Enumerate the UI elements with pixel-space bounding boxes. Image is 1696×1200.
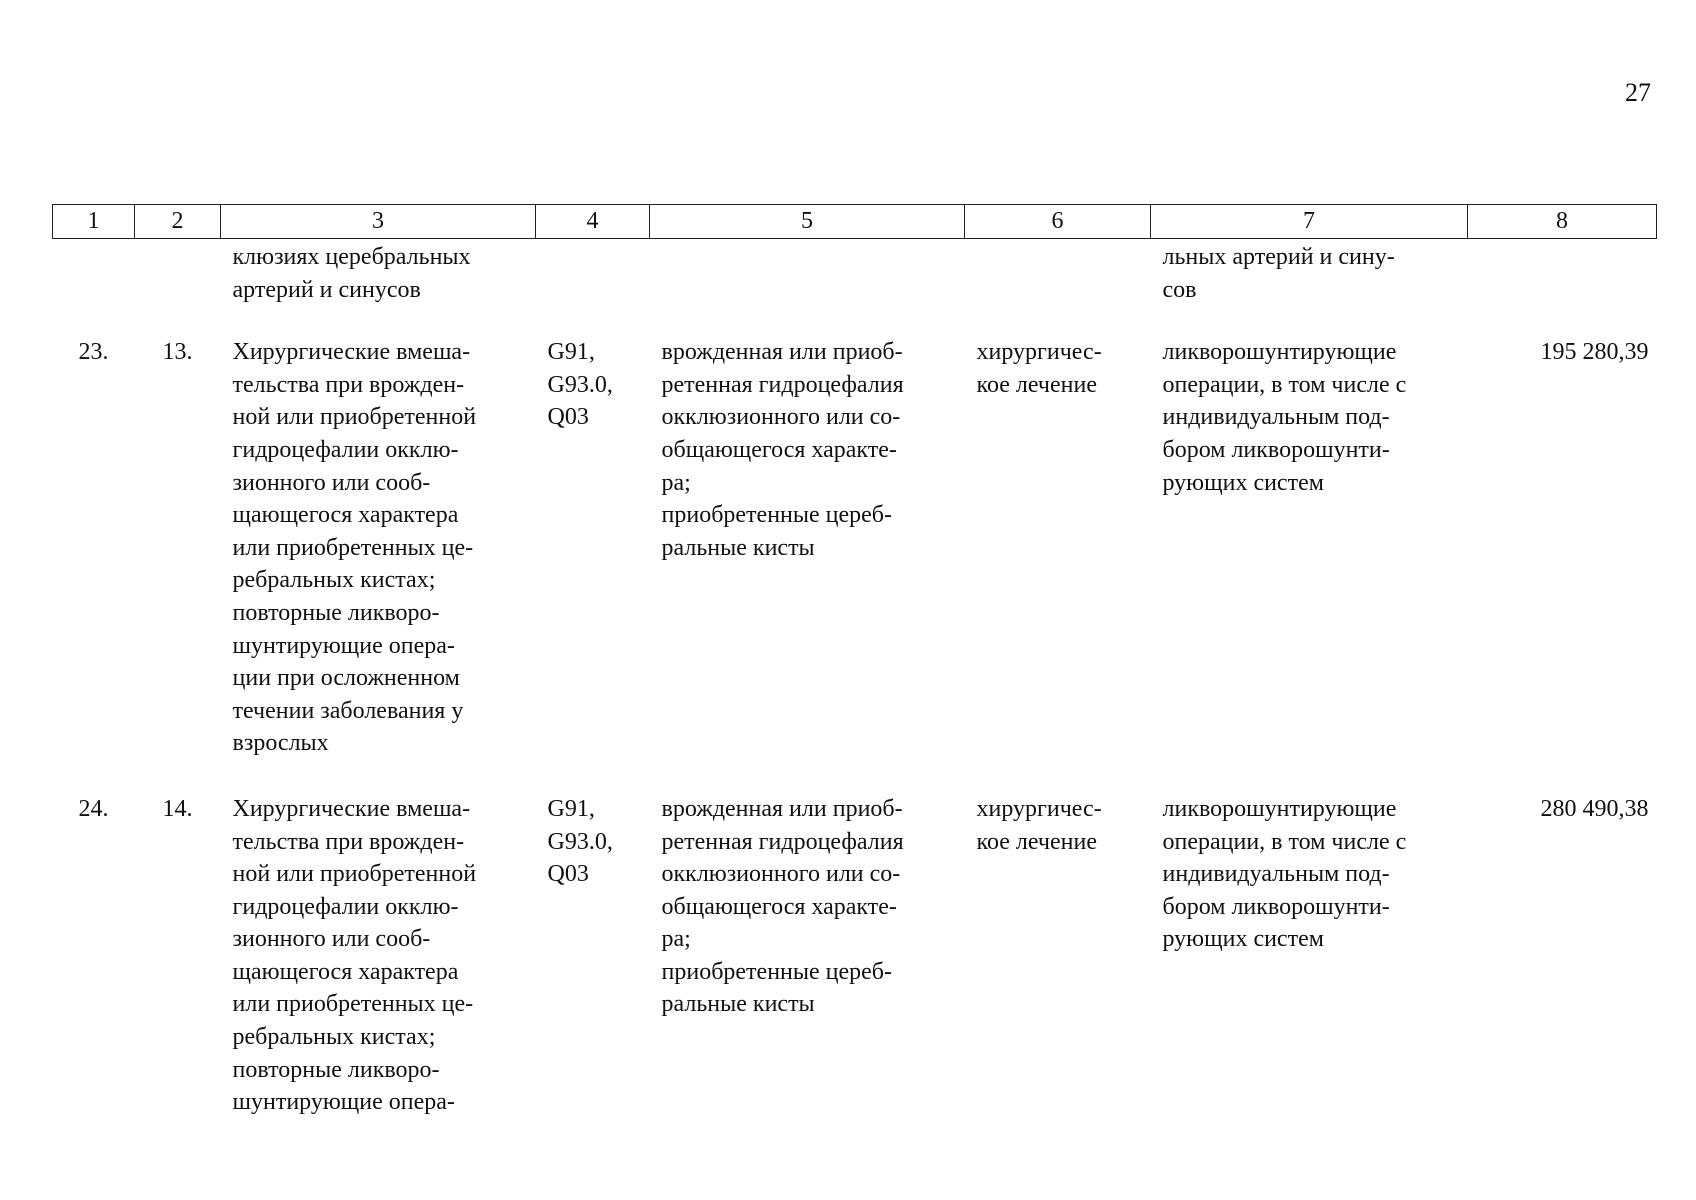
text-line: ликворошунтирующие — [1162, 795, 1397, 822]
text-line: взрослых — [232, 730, 329, 757]
row-description — [221, 336, 536, 793]
text-line: приобретенные цереб- — [661, 502, 893, 529]
text-line: течении заболевания у — [232, 697, 464, 724]
text-line: операции, в том числе с — [1162, 828, 1407, 855]
text-line: бором ликворошунти- — [1162, 436, 1390, 463]
row-treatment-type — [965, 336, 1151, 793]
text-line: Q03 — [547, 404, 589, 431]
text-line: индивидуальным под- — [1162, 404, 1390, 431]
text-line: или приобретенных це- — [232, 991, 474, 1018]
text-line: хирургичес- — [976, 795, 1102, 822]
row-treatment-type — [965, 793, 1151, 1152]
text-line: G93.0, — [547, 828, 613, 855]
text-line: общающегося характе- — [661, 436, 897, 463]
text-line: повторные ликворо- — [232, 599, 440, 626]
row-number: 23. — [78, 339, 109, 366]
text-line: клюзиях церебральных — [232, 244, 471, 270]
header-col-8: 8 — [1468, 205, 1657, 239]
row-diagnosis-codes — [536, 336, 650, 793]
text-line: льных артерий и сину- — [1162, 244, 1395, 270]
text-line: приобретенные цереб- — [661, 958, 893, 985]
text-line: общающегося характе- — [661, 893, 897, 920]
continuation-description — [221, 239, 536, 337]
text-line: кое лечение — [976, 828, 1097, 855]
text-line: Хирургические вмеша- — [232, 339, 471, 366]
text-line: ции при осложненном — [232, 665, 460, 692]
text-line: рующих систем — [1162, 469, 1324, 496]
table-row-24 — [53, 793, 1657, 1152]
text-line: артерий и синусов — [232, 276, 421, 303]
row-sub-number: 14. — [162, 795, 193, 822]
text-line: рующих систем — [1162, 926, 1324, 953]
text-line: тельства при врожден- — [232, 371, 465, 398]
text-line: тельства при врожден- — [232, 828, 465, 855]
text-line: кое лечение — [976, 371, 1097, 398]
header-col-6: 6 — [965, 205, 1151, 239]
row-diagnosis — [650, 793, 965, 1152]
text-line: сов — [1162, 276, 1197, 303]
text-line: врожденная или приоб- — [661, 339, 903, 366]
text-line: окклюзионного или со- — [661, 861, 901, 888]
text-line: зионного или сооб- — [232, 469, 431, 496]
text-line: Хирургические вмеша- — [232, 795, 471, 822]
text-line: щающегося характера — [232, 958, 459, 985]
text-line: G93.0, — [547, 371, 613, 398]
text-line: ретенная гидроцефалия — [661, 828, 904, 855]
row-price: 280 490,38 — [1540, 795, 1649, 822]
text-line: бором ликворошунти- — [1162, 893, 1390, 920]
text-line: ребральных кистах; — [232, 567, 436, 594]
row-price: 195 280,39 — [1540, 339, 1649, 366]
header-col-2: 2 — [135, 205, 221, 239]
header-col-7: 7 — [1151, 205, 1468, 239]
table-row-23 — [53, 336, 1657, 793]
text-line: операции, в том числе с — [1162, 371, 1407, 398]
row-treatment-method — [1151, 793, 1468, 1152]
text-line: ретенная гидроцефалия — [661, 371, 904, 398]
text-line: щающегося характера — [232, 502, 459, 529]
row-description — [221, 793, 536, 1152]
text-line: гидроцефалии окклю- — [232, 893, 459, 920]
header-col-5: 5 — [650, 205, 965, 239]
header-col-1: 1 — [53, 205, 135, 239]
continuation-method — [1151, 239, 1468, 337]
row-diagnosis-codes — [536, 793, 650, 1152]
header-col-3: 3 — [221, 205, 536, 239]
text-line: ральные кисты — [661, 991, 815, 1018]
row-treatment-method — [1151, 336, 1468, 793]
text-line: ликворошунтирующие — [1162, 339, 1397, 366]
text-line: ра; — [661, 926, 691, 953]
text-line: зионного или сооб- — [232, 926, 431, 953]
text-line: врожденная или приоб- — [661, 795, 903, 822]
text-line: ной или приобретенной — [232, 861, 477, 888]
text-line: индивидуальным под- — [1162, 861, 1390, 888]
text-line: ребральных кистах; — [232, 1024, 436, 1051]
text-line: гидроцефалии окклю- — [232, 436, 459, 463]
text-line: G91, — [547, 339, 595, 366]
row-diagnosis — [650, 336, 965, 793]
text-line: G91, — [547, 795, 595, 822]
text-line: ра; — [661, 469, 691, 496]
row-sub-number: 13. — [162, 339, 193, 366]
treatment-table — [52, 204, 1657, 1152]
text-line: шунтирующие опера- — [232, 1089, 455, 1116]
text-line: Q03 — [547, 861, 589, 888]
row-number: 24. — [78, 795, 109, 822]
text-line: окклюзионного или со- — [661, 404, 901, 431]
page-number: 27 — [1625, 78, 1651, 107]
text-line: или приобретенных це- — [232, 534, 474, 561]
table-header-row — [53, 205, 1657, 239]
text-line: шунтирующие опера- — [232, 632, 455, 659]
continuation-row — [53, 239, 1657, 337]
text-line: повторные ликворо- — [232, 1056, 440, 1083]
text-line: ной или приобретенной — [232, 404, 477, 431]
text-line: ральные кисты — [661, 534, 815, 561]
header-col-4: 4 — [536, 205, 650, 239]
text-line: хирургичес- — [976, 339, 1102, 366]
